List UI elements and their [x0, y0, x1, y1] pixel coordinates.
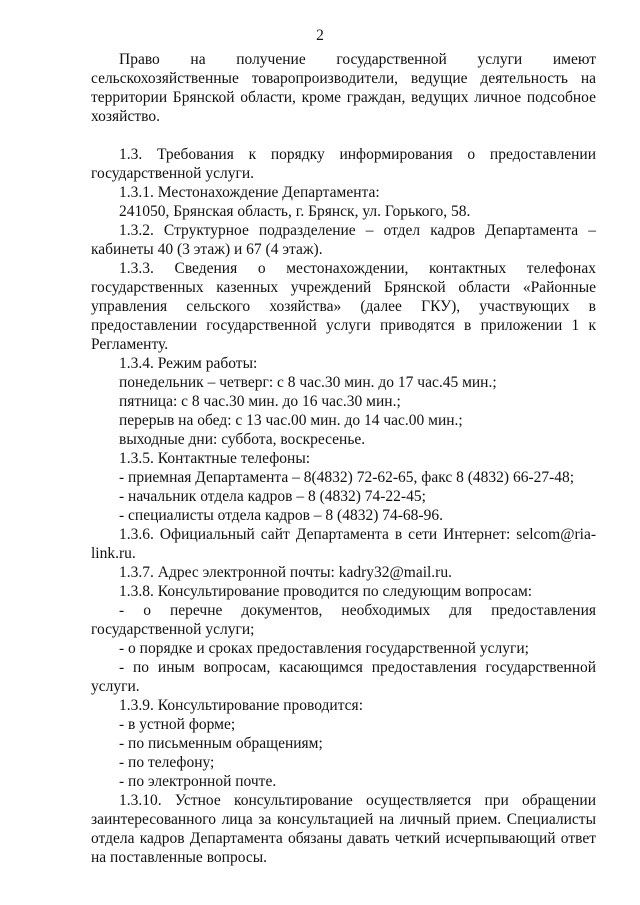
paragraph-1-3-2: 1.3.2. Структурное подразделение – отдел кадров Департамента – кабинеты 40 (3 этаж) и 67 (4 этаж).: [91, 222, 596, 258]
phone-head: - начальник отдела кадров – 8 (4832) 74-22-45;: [119, 488, 426, 505]
consult-form-written: - по письменным обращениям;: [119, 735, 323, 752]
consult-form-oral: - в устной форме;: [119, 716, 236, 733]
schedule-friday: пятница: с 8 час.30 мин. до 16 час.30 мин.;: [119, 393, 401, 410]
paragraph-1-3-8: 1.3.8. Консультирование проводится по следующим вопросам:: [119, 583, 533, 600]
consult-topic-procedure: - о порядке и сроках предоставления государственной услуги;: [119, 640, 529, 657]
paragraph-1-3-5: 1.3.5. Контактные телефоны:: [119, 450, 311, 467]
paragraph-1-3-1: 1.3.1. Местонахождение Департамента:: [119, 184, 380, 201]
paragraph-1-3: 1.3. Требования к порядку информирования о предоставлении государственной услуги.: [91, 146, 596, 182]
paragraph-1-3-4: 1.3.4. Режим работы:: [119, 355, 258, 372]
phone-reception: - приемная Департамента – 8(4832) 72-62-65, факс 8 (4832) 66-27-48;: [119, 469, 575, 486]
page-number: 2: [316, 27, 324, 44]
paragraph-1-3-6: 1.3.6. Официальный сайт Департамента в сети Интернет: selcom@ria-link.ru.: [91, 526, 596, 562]
paragraph-address: 241050, Брянская область, г. Брянск, ул. Горького, 58.: [119, 203, 471, 220]
consult-topic-other: - по иным вопросам, касающимся предоставления государственной услуги.: [91, 659, 596, 695]
consult-topic-documents: - о перечне документов, необходимых для предоставления государственной услуги;: [91, 602, 596, 638]
paragraph-1-3-3: 1.3.3. Сведения о местонахождении, контактных телефонах государственных казенных учреждений Брянской области «Районные управления сельского хозяйства» (далее ГКУ), участвующих в предоставлении государственной услуги приводятся в приложении 1 к Регламенту.: [91, 260, 596, 353]
schedule-lunch: перерыв на обед: с 13 час.00 мин. до 14 час.00 мин.;: [119, 412, 463, 429]
consult-form-email: - по электронной почте.: [119, 773, 277, 790]
consult-form-phone: - по телефону;: [119, 754, 215, 771]
paragraph-eligibility: Право на получение государственной услуги имеют сельскохозяйственные товаропроизводители, ведущие деятельность на территории Брянской области, кроме граждан, ведущих личное подсобное хозяйство.: [91, 51, 596, 125]
paragraph-1-3-10: 1.3.10. Устное консультирование осуществляется при обращении заинтересованного лица за консультацией на личный прием. Специалисты отдела кадров Департамента обязаны давать четкий исчерпывающий ответ на поставленные вопросы.: [91, 792, 596, 866]
schedule-days-off: выходные дни: суббота, воскресенье.: [119, 431, 366, 448]
paragraph-spacer: [91, 126, 596, 145]
paragraph-1-3-9: 1.3.9. Консультирование проводится:: [119, 697, 363, 714]
phone-specialists: - специалисты отдела кадров – 8 (4832) 74-68-96.: [119, 507, 443, 524]
document-body: [91, 50, 596, 867]
paragraph-1-3-7: 1.3.7. Адрес электронной почты: kadry32@mail.ru.: [119, 564, 452, 581]
schedule-mon-thu: понедельник – четверг: с 8 час.30 мин. до 17 час.45 мин.;: [119, 374, 497, 391]
